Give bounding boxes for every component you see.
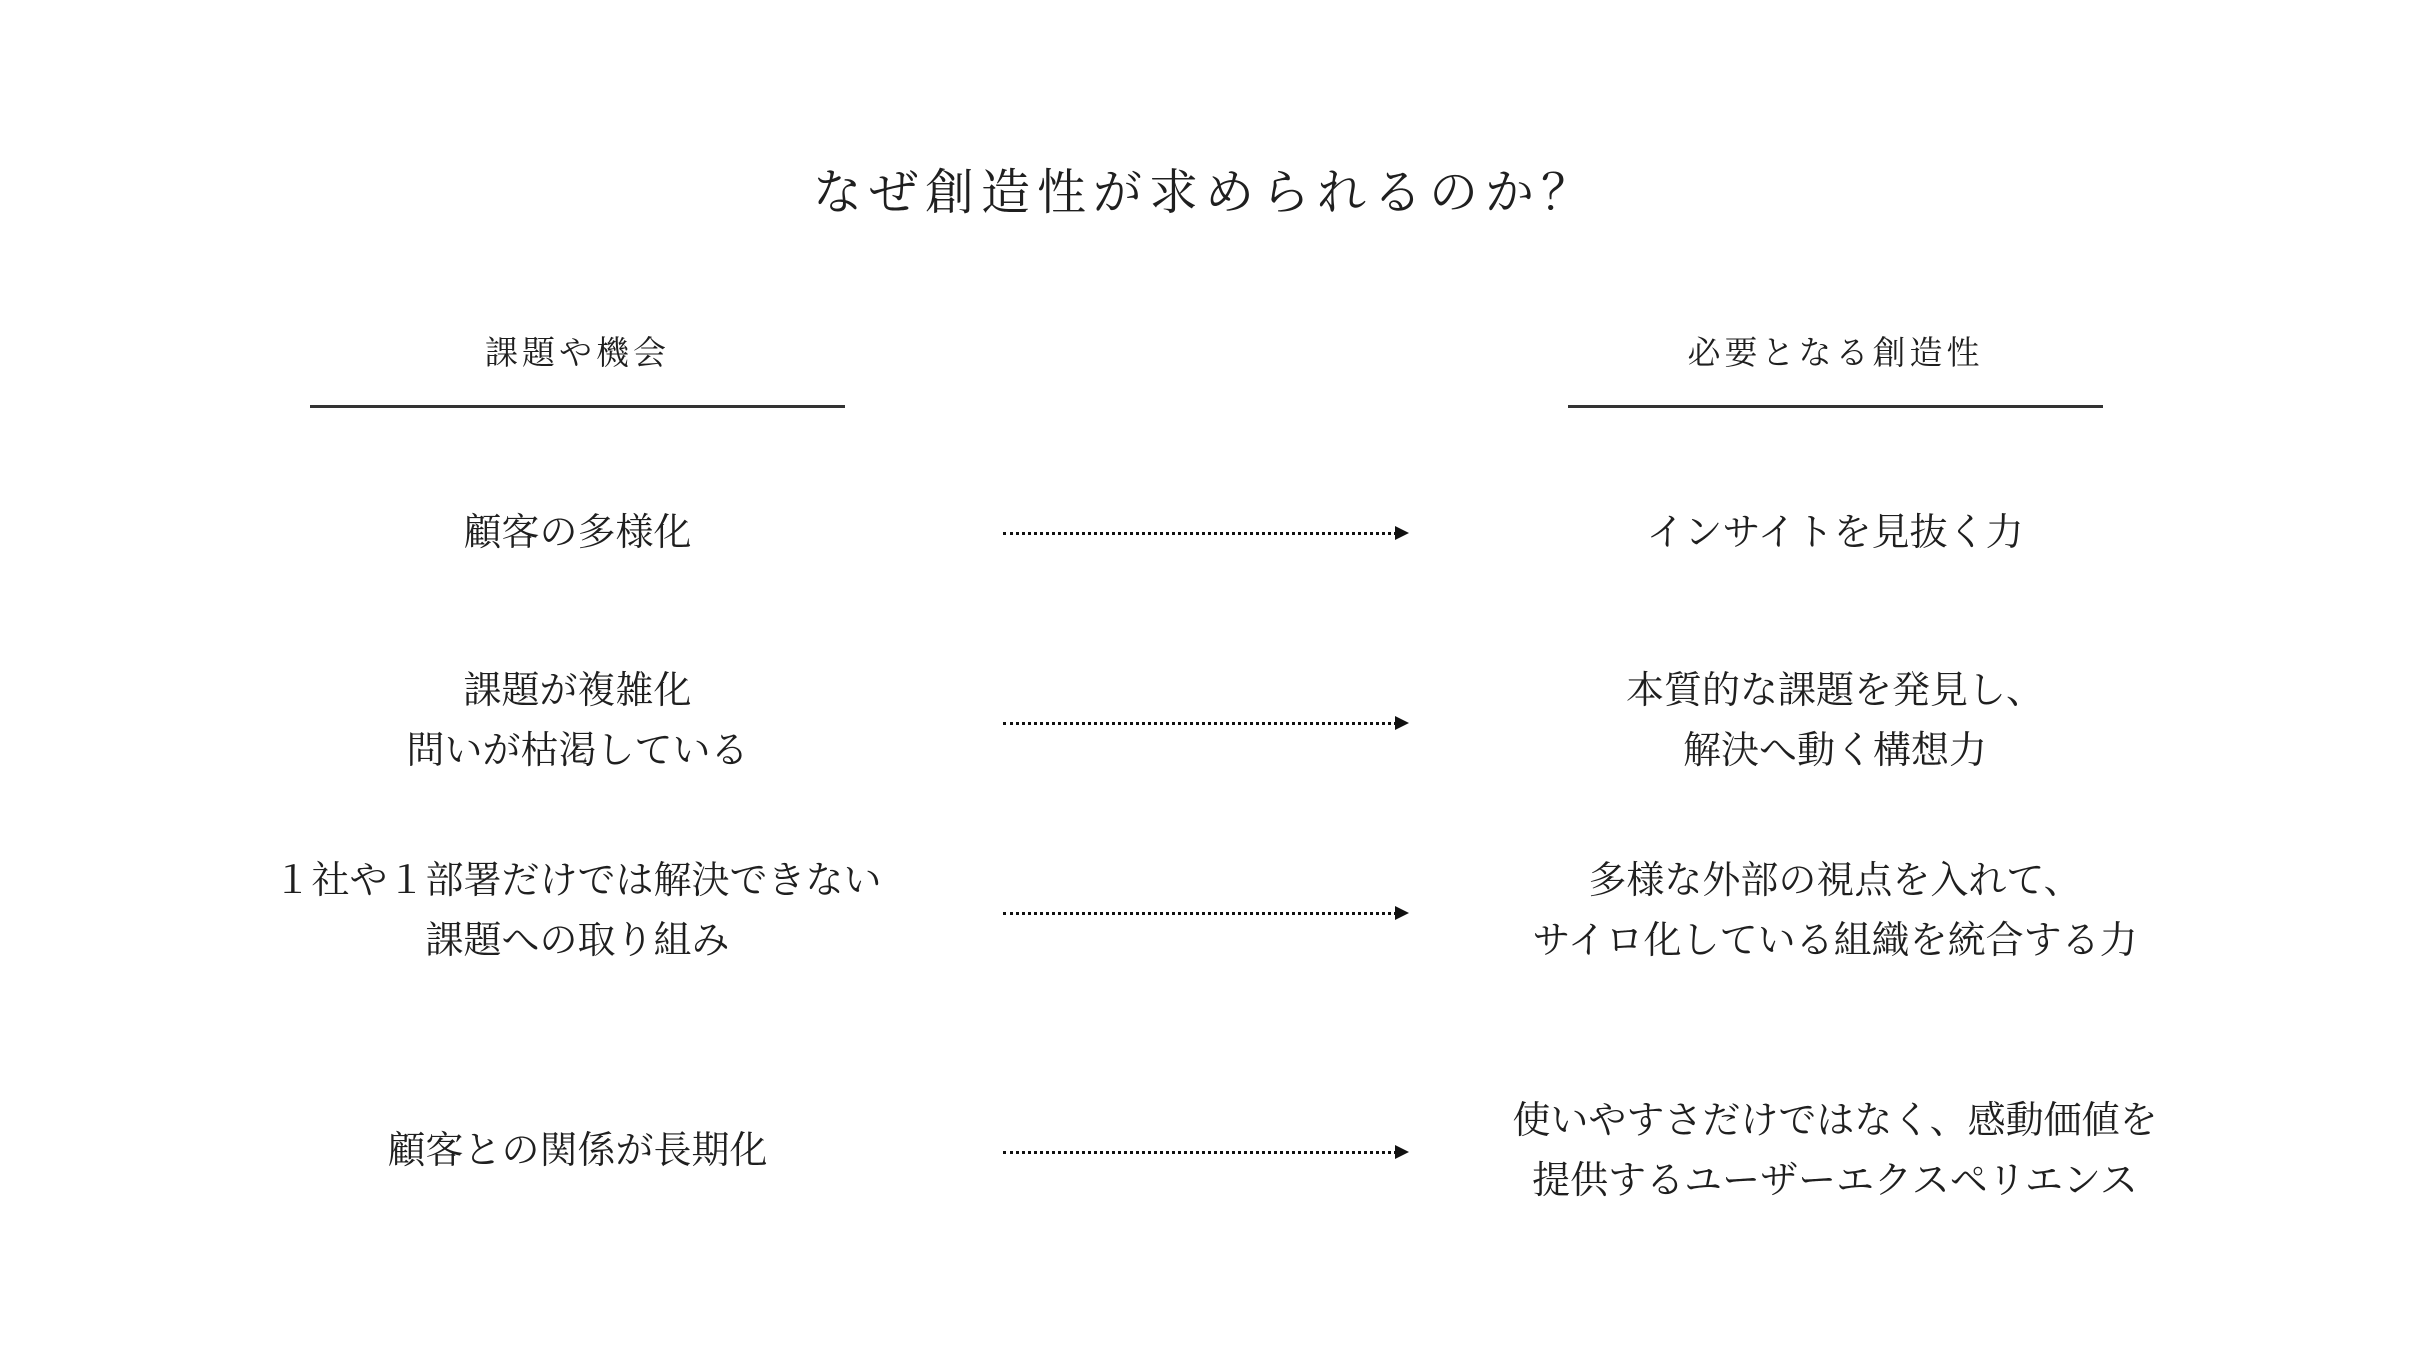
left-column-header: 課題や機会 xyxy=(485,333,670,372)
left-header-rule xyxy=(310,405,845,408)
challenge-2-line-1: 課題が複雑化 xyxy=(463,668,692,712)
challenge-3-line-2: 課題への取り組み xyxy=(425,918,730,962)
slide-title: なぜ創造性が求められるのか？ xyxy=(812,164,1597,221)
arrow-3 xyxy=(1003,906,1409,920)
challenge-2 xyxy=(200,660,955,780)
creativity-3-line-2: サイロ化している組織を統合する力 xyxy=(1532,918,2138,962)
creativity-1-line-1: インサイトを見抜く力 xyxy=(1646,510,2024,554)
right-header-rule xyxy=(1568,405,2103,408)
creativity-4 xyxy=(1435,1090,2235,1210)
creativity-4-line-2: 提供するユーザーエクスペリエンス xyxy=(1532,1158,2138,1202)
challenge-3-line-1: １社や１部署だけでは解決できない xyxy=(273,858,882,902)
creativity-3 xyxy=(1435,850,2235,970)
creativity-2-line-1: 本質的な課題を発見し、 xyxy=(1625,668,2044,712)
right-column-header: 必要となる創造性 xyxy=(1687,333,1984,372)
creativity-2 xyxy=(1435,660,2235,780)
arrow-2 xyxy=(1003,716,1409,730)
creativity-3-line-1: 多様な外部の視点を入れて、 xyxy=(1588,858,2082,902)
creativity-4-line-1: 使いやすさだけではなく、感動価値を xyxy=(1512,1098,2158,1142)
challenge-4 xyxy=(200,1120,955,1180)
challenge-2-line-2: 問いが枯渇している xyxy=(406,728,749,772)
challenge-1-line-1: 顧客の多様化 xyxy=(463,510,692,554)
creativity-1 xyxy=(1435,502,2235,562)
creativity-2-line-2: 解決へ動く構想力 xyxy=(1682,728,1987,772)
challenge-1 xyxy=(200,502,955,562)
challenge-4-line-1: 顧客との関係が長期化 xyxy=(387,1128,768,1172)
challenge-3 xyxy=(200,850,955,970)
arrow-1 xyxy=(1003,526,1409,540)
arrow-4 xyxy=(1003,1145,1409,1159)
